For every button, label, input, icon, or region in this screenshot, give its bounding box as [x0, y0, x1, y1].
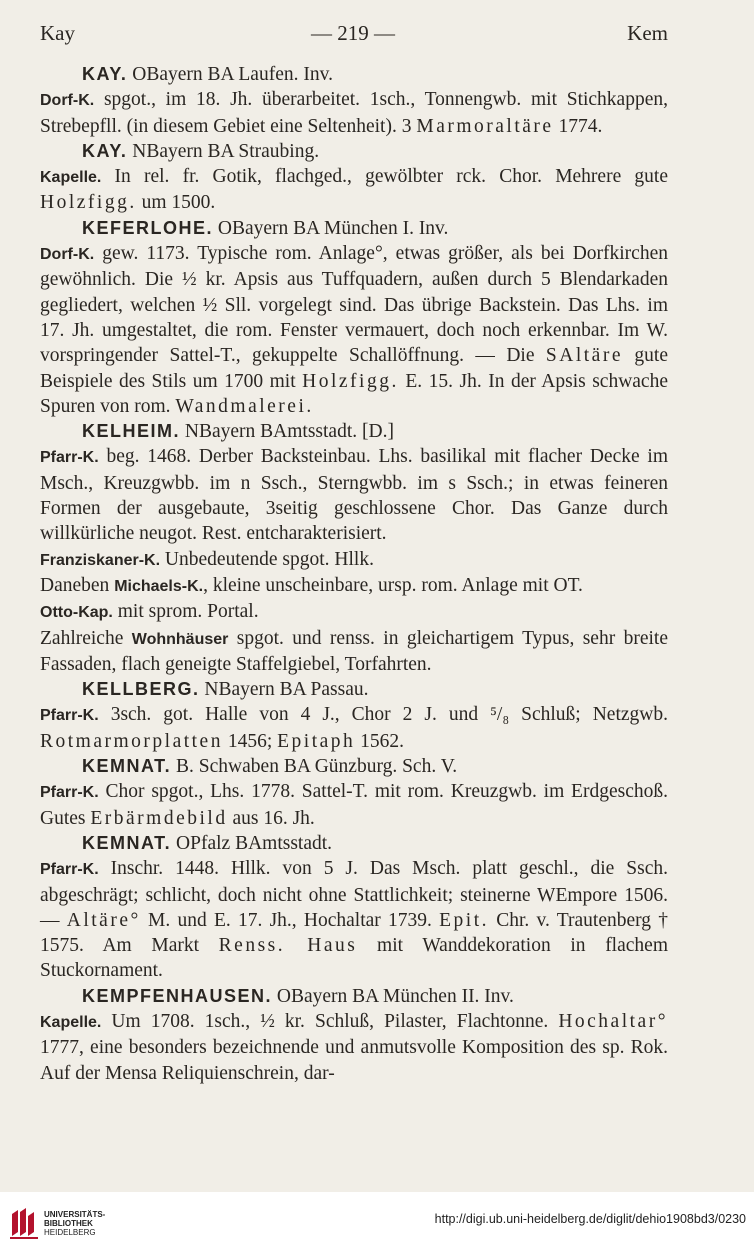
- library-line-2: BIBLIOTHEK: [44, 1219, 93, 1228]
- place-heading: [40, 677, 668, 702]
- entry-highlight: Erbärmdebild: [90, 807, 228, 829]
- building-entry: [40, 241, 668, 419]
- entry-highlight: Hochaltar°: [558, 1010, 668, 1032]
- entry-highlight: Rotmarmorplatten: [40, 730, 223, 752]
- building-type: Franziskaner-K.: [40, 551, 161, 569]
- place-name: KEMPFENHAUSEN.: [82, 985, 273, 1006]
- entry-text: mit sprom. Portal.: [112, 601, 259, 623]
- building-type: Pfarr-K.: [40, 784, 99, 802]
- building-type: Kapelle.: [40, 169, 102, 187]
- entry-text: 3sch. got. Halle von 4 J., Chor 2 J. und ⁵/₈ Schluß; Netzgwb.: [98, 704, 668, 726]
- entry-text-cont: 1562.: [355, 730, 405, 752]
- entry-highlight: SAltäre: [545, 345, 623, 367]
- place-location: OBayern BA München II. Inv.: [272, 985, 514, 1007]
- building-type: Wohnhäuser: [131, 630, 229, 648]
- place-heading: [40, 831, 668, 856]
- building-entry: [40, 779, 668, 831]
- entry-text: Inschr. 1448. Hllk. von 5 J. Das Msch. platt geschl., die Ssch. abgeschrägt; schlicht, doch nicht ohne Stattlichkeit; steinerne WEmpore 1506. —: [40, 858, 668, 931]
- entry-prefix: Zahlreiche: [40, 627, 132, 649]
- building-type: Michaels-K.: [114, 577, 204, 595]
- place-location: OBayern BA München I. Inv.: [213, 217, 449, 239]
- entry-text: Chor spgot., Lhs. 1778. Sattel-T. mit rom. Kreuzgwb. im Erdgeschoß. Gutes: [40, 781, 668, 829]
- place-name: KELLBERG.: [82, 679, 200, 700]
- building-entry: [40, 547, 668, 573]
- library-line-1: UNIVERSITÄTS-: [44, 1210, 106, 1219]
- entry-text-cont: M. und E. 17. Jh., Hochaltar 1739.: [140, 909, 440, 931]
- building-entry: [40, 573, 668, 599]
- entry-text-cont: Chr. v. Trautenberg † 1575. Am Markt: [40, 909, 669, 957]
- building-entry: [40, 1009, 668, 1086]
- place-name: KEFERLOHE.: [82, 217, 214, 238]
- building-entry: [40, 87, 668, 139]
- entry-text-cont: 1777, eine besonders bezeichnende und anmutsvolle Komposition des sp. Rok. Auf der Mensa Reliquienschrein, dar-: [40, 1037, 668, 1084]
- building-type: Pfarr-K.: [40, 449, 99, 467]
- entry-text-cont: um 1500.: [136, 192, 216, 214]
- entry-highlight: Wandmalerei.: [175, 395, 314, 417]
- library-line-3: HEIDELBERG: [44, 1228, 96, 1237]
- entry-text-cont: 1774.: [553, 115, 603, 137]
- place-location: OBayern BA Laufen. Inv.: [127, 64, 333, 85]
- entry-text: gew. 1173. Typische rom. Anlage°, etwas größer, als bei Dorfkirchen gewöhnlich. Die ½ kr. Apsis aus Tuffquadern, außen durch 5 Blendarkaden gegliedert, welchen ½ Sll. vorgelegt sind. Das übrige Backstein. Das Lhs. im 17. Jh. umgestaltet, die rom. Fenster vermauert, doch noch erkennbar. Im W. vorspringender Sattel-T., gekuppelte Schallöffnung. — Die: [40, 243, 668, 367]
- entry-text-cont: aus 16. Jh.: [227, 807, 315, 829]
- entry-text: spgot. und renss. in gleichartigem Typus, sehr breite Fassaden, flach geneigte Staffelgiebel, Torfahrten.: [40, 627, 668, 675]
- building-entry: [40, 444, 668, 546]
- place-location: B. Schwaben BA Günzburg. Sch. V.: [171, 756, 458, 778]
- entry-highlight: Holzfigg.: [40, 192, 137, 214]
- building-type: Otto-Kap.: [40, 604, 113, 622]
- place-heading: [40, 216, 668, 241]
- place-name: KELHEIM.: [82, 421, 181, 442]
- entry-text: In rel. fr. Gotik, flachged., gewölbter rck. Chor. Mehrere gute: [101, 166, 668, 188]
- building-entry: [40, 599, 668, 625]
- source-url-link[interactable]: http://digi.ub.uni-heidelberg.de/diglit/dehio1908bd3/0230: [434, 1212, 746, 1226]
- place-name: KEMNAT.: [82, 756, 172, 777]
- building-entry: [40, 164, 668, 216]
- building-type: Dorf-K.: [40, 92, 95, 110]
- entry-text: , kleine unscheinbare, ursp. rom. Anlage mit OT.: [203, 574, 583, 596]
- place-location: NBayern BAmtsstadt. [D.]: [180, 421, 394, 443]
- place-heading: [40, 419, 668, 444]
- running-head-left: Kay: [40, 21, 75, 45]
- entry-text-cont: mit Wanddekoration in flachem Stuckornament.: [40, 935, 668, 982]
- page-number: — 219 —: [311, 21, 395, 45]
- building-type: Pfarr-K.: [40, 861, 99, 879]
- place-heading: [40, 139, 668, 164]
- place-location: NBayern BA Straubing.: [127, 140, 320, 162]
- building-type: Kapelle.: [40, 1013, 102, 1031]
- place-name: KEMNAT.: [82, 832, 172, 853]
- entry-text: spgot., im 18. Jh. überarbeitet. 1sch., Tonnengwb. mit Stichkappen, Strebepfll. (in diesem Gebiet eine Seltenheit). 3: [40, 89, 668, 137]
- footer-bar: [0, 1192, 754, 1251]
- building-type: Pfarr-K.: [40, 707, 99, 725]
- entry-text-cont: 1456;: [222, 730, 278, 752]
- place-heading: [40, 984, 668, 1009]
- building-entry: [40, 856, 668, 983]
- place-name: KAY.: [82, 64, 128, 84]
- entry-prefix: Daneben: [40, 574, 115, 596]
- place-name: KAY.: [82, 140, 128, 161]
- place-heading: [40, 754, 668, 779]
- running-head-right: Kem: [627, 21, 668, 45]
- building-entry: [40, 702, 668, 754]
- entry-highlight: Epitaph: [277, 730, 356, 752]
- entry-highlight: Altäre°: [66, 909, 141, 931]
- entry-text: Um 1708. 1sch., ½ kr. Schluß, Pilaster, Flachtonne.: [101, 1010, 559, 1032]
- place-location: OPfalz BAmtsstadt.: [171, 832, 333, 854]
- library-name[interactable]: [44, 1210, 105, 1237]
- entry-text: Unbedeutende spgot. Hllk.: [160, 548, 374, 570]
- entry-highlight: Holzfigg.: [302, 370, 399, 392]
- university-logo-icon[interactable]: [8, 1206, 40, 1240]
- entry-text-cont: E. 15. Jh. In der Apsis schwache Spuren von rom.: [40, 370, 668, 417]
- entry-highlight: Renss. Haus: [218, 935, 358, 957]
- body-text: [40, 62, 668, 1086]
- building-type: Dorf-K.: [40, 246, 95, 264]
- entry-highlight: Marmoraltäre: [416, 115, 554, 137]
- entry-text-cont: gute Beispiele des Stils um 1700 mit: [40, 345, 668, 392]
- entry-text: beg. 1468. Derber Backsteinbau. Lhs. basilikal mit flacher Decke im Msch., Kreuzgwbb. im n Ssch., Sterngwbb. im s Ssch.; in etwas feineren Formen der ausgebaute, 3seitig geschlossene Chor. Das Ganze durch willkürliche neugot. Rest. entcharakterisiert.: [40, 446, 668, 545]
- entry-highlight: Epit.: [439, 909, 490, 931]
- building-entry: [40, 626, 668, 678]
- place-location: NBayern BA Passau.: [199, 679, 369, 701]
- place-heading: [40, 62, 668, 87]
